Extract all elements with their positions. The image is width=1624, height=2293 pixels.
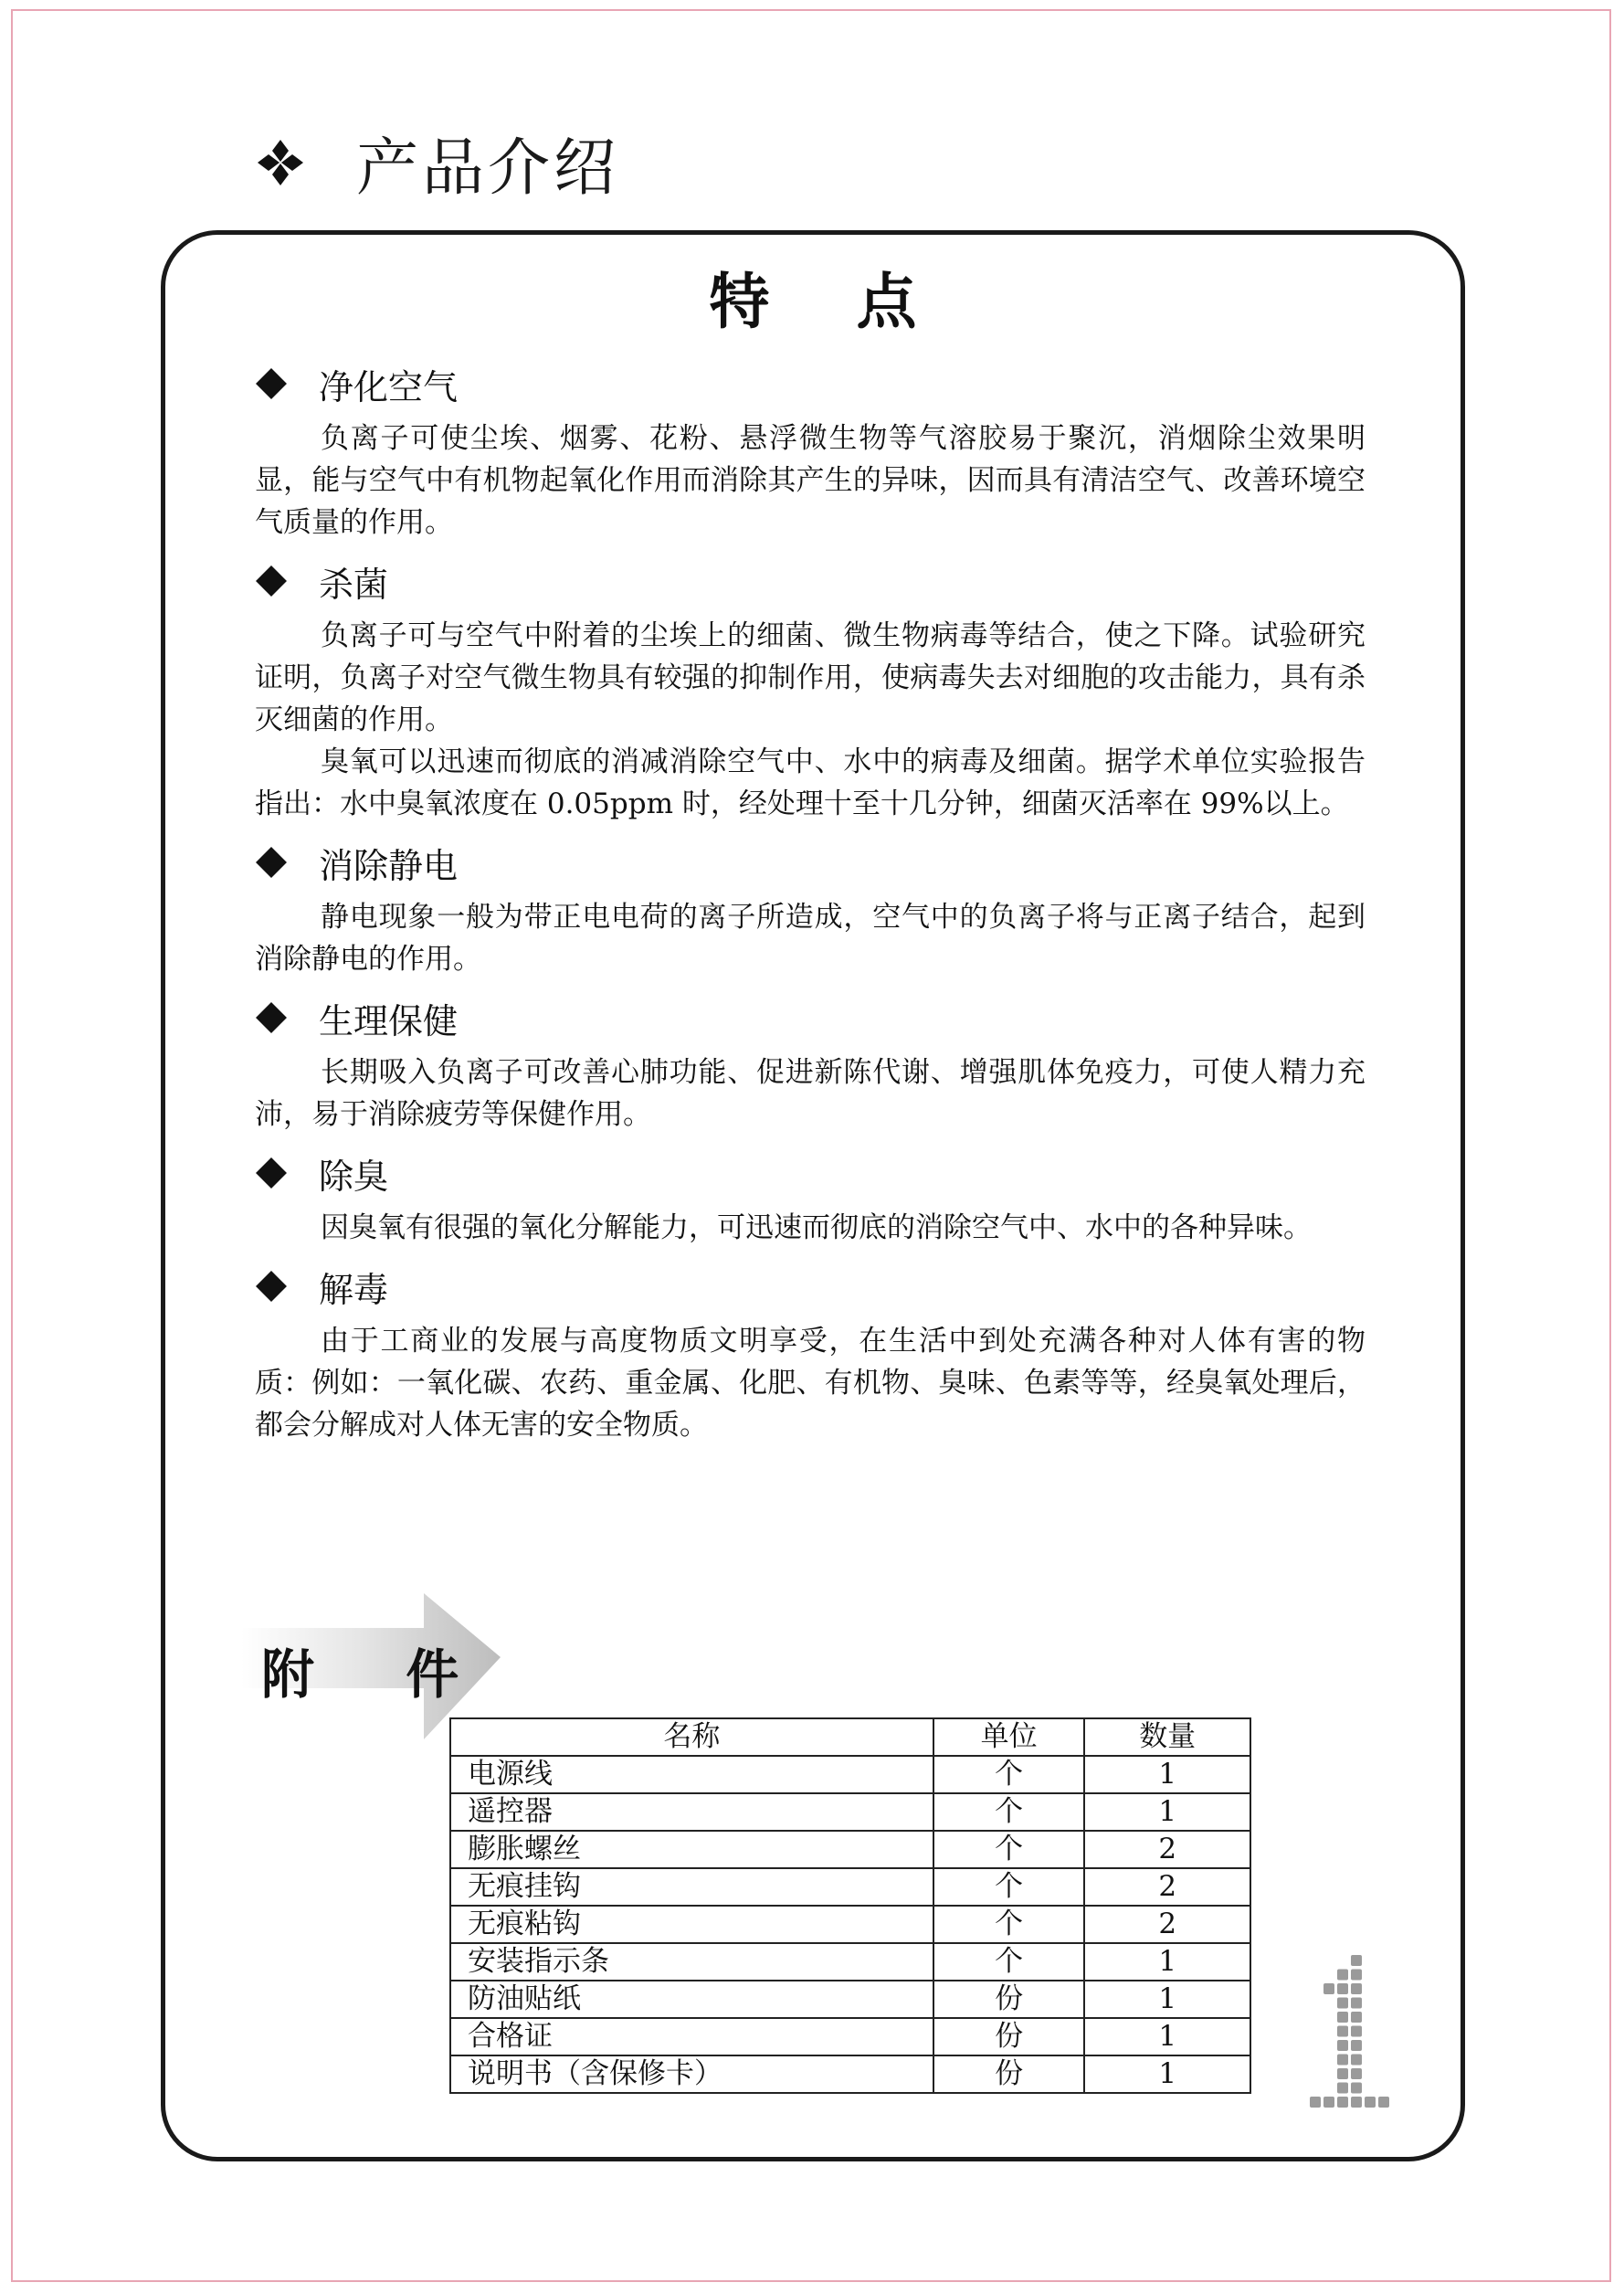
section-header [256, 117, 619, 208]
cell-name: 无痕粘钩 [450, 1906, 933, 1943]
feature-paragraph: 负离子可使尘埃、烟雾、花粉、悬浮微生物等气溶胶易于聚沉，消烟除尘效果明显，能与空气中有机物起氧化作用而消除其产生的异味，因而具有清洁空气、改善环境空气质量的作用。 [255, 422, 1366, 539]
cell-quantity: 2 [1084, 1831, 1250, 1868]
page-number-square [1323, 1983, 1334, 1994]
cell-unit: 份 [933, 1981, 1085, 2018]
table-row [450, 1943, 1250, 1981]
page-number-square [1337, 2068, 1348, 2079]
feature-heading [255, 836, 1366, 889]
page-number-square [1351, 2055, 1362, 2066]
feature-paragraph: 长期吸入负离子可改善心肺功能、促进新陈代谢、增强肌体免疫力，可使人精力充沛，易于消除疲劳等保健作用。 [255, 1056, 1366, 1131]
table-row [450, 2018, 1250, 2055]
diamond-bullet-icon [256, 1157, 287, 1189]
table-row [450, 1868, 1250, 1906]
page-number-square [1337, 2055, 1348, 2066]
cell-unit: 个 [933, 1906, 1085, 1943]
accessories-label: 附 件 [261, 1643, 496, 1706]
cell-quantity: 2 [1084, 1906, 1250, 1943]
page-title: 产品介绍 [356, 132, 620, 205]
page-number-square [1310, 2097, 1321, 2108]
feature-heading-label: 除臭 [319, 1156, 389, 1197]
table-row [450, 2055, 1250, 2093]
diamond-bullet-icon [256, 368, 287, 399]
cell-name: 说明书（含保修卡） [450, 2055, 933, 2093]
table-row [450, 1793, 1250, 1831]
feature-paragraph: 臭氧可以迅速而彻底的消减消除空气中、水中的病毒及细菌。据学术单位实验报告指出：水中臭氧浓度在 0.05ppm 时，经处理十至十几分钟，细菌灭活率在 99%以上。 [255, 745, 1366, 820]
cell-quantity: 1 [1084, 2055, 1250, 2093]
table-row [450, 1831, 1250, 1868]
page-number-square [1337, 1970, 1348, 1981]
feature-heading [255, 357, 1366, 410]
table-row [450, 1906, 1250, 1943]
page-number-square [1351, 1998, 1362, 2009]
cell-name: 安装指示条 [450, 1943, 933, 1981]
page-number-square [1351, 2026, 1362, 2037]
page-number-square [1351, 2083, 1362, 2094]
page-number-square [1337, 2040, 1348, 2051]
page-number-square [1351, 2040, 1362, 2051]
cell-unit: 个 [933, 1943, 1085, 1981]
four-diamond-icon [256, 138, 305, 187]
cell-name: 膨胀螺丝 [450, 1831, 933, 1868]
cell-quantity: 1 [1084, 1943, 1250, 1981]
accessories-table [449, 1717, 1251, 2094]
page-number-square [1337, 2097, 1348, 2108]
page-number-square [1337, 2012, 1348, 2023]
column-header-unit: 单位 [933, 1718, 1085, 1756]
page-number-square [1351, 2012, 1362, 2023]
feature-heading [255, 1260, 1366, 1313]
cell-name: 电源线 [450, 1756, 933, 1793]
cell-unit: 个 [933, 1868, 1085, 1906]
cell-quantity: 1 [1084, 1756, 1250, 1793]
feature-heading [255, 991, 1366, 1044]
table-header-row [450, 1718, 1250, 1756]
table-row [450, 1981, 1250, 2018]
cell-unit: 个 [933, 1756, 1085, 1793]
page-number-square [1323, 2097, 1334, 2108]
page-number-square [1378, 2097, 1389, 2108]
page-number-square [1337, 2026, 1348, 2037]
page-number-graphic [1306, 1951, 1397, 2116]
diamond-bullet-icon [256, 847, 287, 878]
page-number-square [1351, 2097, 1362, 2108]
cell-unit: 个 [933, 1831, 1085, 1868]
cell-quantity: 2 [1084, 1868, 1250, 1906]
cell-quantity: 1 [1084, 1793, 1250, 1831]
diamond-bullet-icon [256, 565, 287, 597]
feature-paragraph: 静电现象一般为带正电电荷的离子所造成，空气中的负离子将与正离子结合，起到消除静电的作用。 [255, 901, 1366, 976]
cell-name: 防油贴纸 [450, 1981, 933, 2018]
page-number-square [1337, 1998, 1348, 2009]
feature-paragraph: 负离子可与空气中附着的尘埃上的细菌、微生物病毒等结合，使之下降。试验研究证明，负离子对空气微生物具有较强的抑制作用，使病毒失去对细胞的攻击能力，具有杀灭细菌的作用。 [255, 619, 1366, 736]
feature-heading-label: 消除静电 [319, 845, 459, 886]
feature-list [255, 346, 1366, 1446]
cell-name: 无痕挂钩 [450, 1868, 933, 1906]
feature-heading [255, 1146, 1366, 1199]
feature-heading-label: 生理保健 [319, 1000, 459, 1041]
column-header-name: 名称 [450, 1718, 933, 1756]
cell-name: 遥控器 [450, 1793, 933, 1831]
cell-unit: 份 [933, 2018, 1085, 2055]
feature-heading [255, 555, 1366, 608]
cell-quantity: 1 [1084, 1981, 1250, 2018]
column-header-quantity: 数量 [1084, 1718, 1250, 1756]
cell-quantity: 1 [1084, 2018, 1250, 2055]
feature-heading-label: 杀菌 [319, 564, 389, 605]
cell-unit: 份 [933, 2055, 1085, 2093]
panel-title: 特 点 [709, 267, 950, 337]
table-row [450, 1756, 1250, 1793]
page-number-square [1337, 2083, 1348, 2094]
cell-name: 合格证 [450, 2018, 933, 2055]
page-number-square [1337, 1983, 1348, 1994]
feature-heading-label: 净化空气 [319, 366, 459, 407]
feature-paragraph: 因臭氧有很强的氧化分解能力，可迅速而彻底的消除空气中、水中的各种异味。 [321, 1211, 1312, 1244]
page-number-square [1351, 1955, 1362, 1966]
page-number-square [1351, 1970, 1362, 1981]
feature-paragraph: 由于工商业的发展与高度物质文明享受，在生活中到处充满各种对人体有害的物质：例如：一氧化碳、农药、重金属、化肥、有机物、臭味、色素等等，经臭氧处理后，都会分解成对人体无害的安全物质。 [255, 1325, 1366, 1442]
page-number-square [1351, 2068, 1362, 2079]
page-number-square [1351, 1983, 1362, 1994]
diamond-bullet-icon [256, 1271, 287, 1302]
page-number-square [1365, 2097, 1376, 2108]
diamond-bullet-icon [256, 1002, 287, 1033]
feature-heading-label: 解毒 [319, 1269, 389, 1310]
cell-unit: 个 [933, 1793, 1085, 1831]
